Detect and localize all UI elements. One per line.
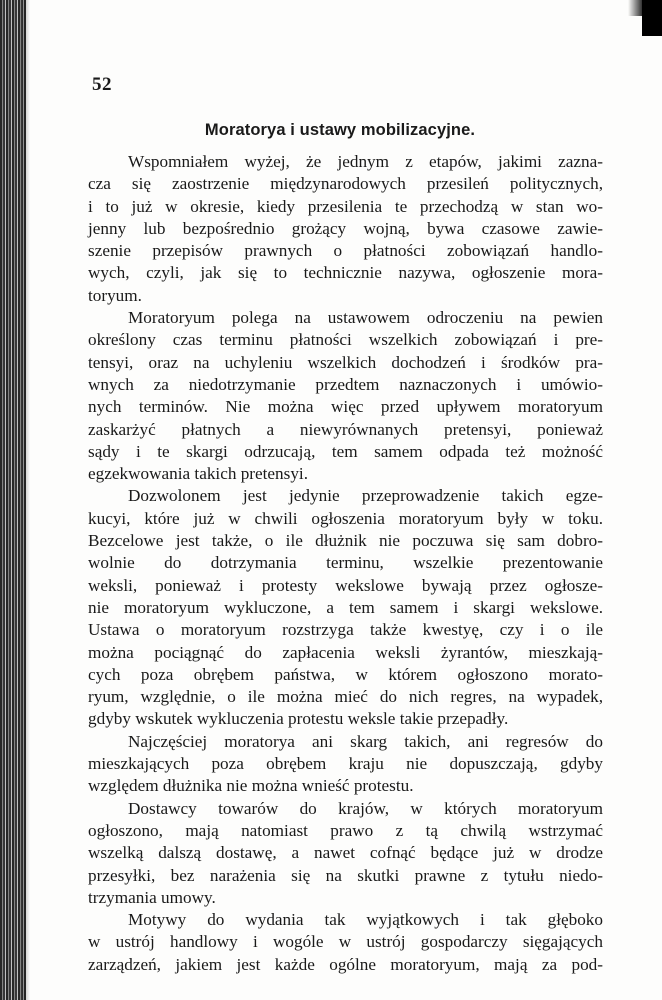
text-line: względem dłużnika nie można wnieść protestu.	[88, 776, 414, 796]
text-line: jenny lub bezpośrednio grożący wojną, bywa czasowe zawie-	[88, 218, 603, 238]
text-line: ogłoszono, mają natomiast prawo z tą chwilą wstrzymać	[88, 820, 603, 840]
text-line: w ustrój handlowy i wogóle w ustrój gospodarczy sięgających	[88, 932, 603, 952]
text-line: i to już w okresie, kiedy przesilenia te przechodzą w stan wo-	[88, 196, 603, 216]
text-line: Wspomniałem wyżej, że jednym z etapów, jakimi zazna-	[128, 152, 603, 171]
body-text	[88, 151, 603, 976]
text-line: Dozwolonem jest jedynie przeprowadzenie takich egze-	[128, 486, 603, 506]
text-line: gdyby wskutek wykluczenia protestu weksle takie przepadły.	[88, 709, 509, 729]
text-line: kucyi, które już w chwili ogłoszenia moratoryum były w toku.	[88, 508, 603, 528]
text-line: można pociągnąć do zapłacenia weksli żyrantów, mieszkają-	[88, 642, 603, 662]
text-line: toryum.	[88, 285, 142, 305]
text-line: trzymania umowy.	[88, 887, 216, 907]
text-line: nych terminów. Nie można więc przed upływem moratoryum	[88, 397, 603, 417]
text-line: sądy i te skargi odrzucają, tem samem odpada też możność	[88, 441, 603, 461]
text-line: wnych za niedotrzymanie przedtem naznaczonych i umówio-	[88, 374, 603, 394]
text-line: szenie przepisów prawnych o płatności zobowiązań handlo-	[88, 241, 603, 261]
text-line: mieszkających poza obrębem kraju nie dopuszczają, gdyby	[88, 754, 603, 774]
text-line: przesyłki, bez narażenia się na skutki prawne z tytułu niedo-	[88, 865, 603, 885]
paragraph-2	[88, 307, 603, 485]
text-line: weksli, ponieważ i protesty wekslowe bywają przez ogłosze-	[88, 575, 603, 595]
text-line: Ustawa o moratoryum rozstrzyga także kwestyę, czy i o ile	[88, 620, 603, 640]
text-line: wolnie do dotrzymania terminu, wszelkie prezentowanie	[88, 553, 603, 573]
text-line: Moratoryum polega na ustawowem odroczeniu na pewien	[128, 308, 603, 328]
text-line: wszelką dalszą dostawę, a nawet cofnąć będące już w drodze	[88, 843, 603, 863]
text-line: Najczęściej moratorya ani skarg takich, ani regresów do	[128, 731, 603, 751]
text-line: cza się zaostrzenie międzynarodowych przesileń politycznych,	[88, 174, 603, 194]
text-line: Dostawcy towarów do krajów, w których moratoryum	[128, 798, 603, 818]
text-line: Motywy do wydania tak wyjątkowych i tak głęboko	[128, 910, 603, 930]
text-line: ryum, względnie, o ile można mieć do nich regres, na wypadek,	[88, 687, 603, 707]
text-line: wych, czyli, jak się to technicznie nazywa, ogłoszenie mora-	[88, 263, 603, 283]
text-line: cych poza obrębem państwa, w którem ogłoszono morato-	[88, 664, 603, 684]
page-number: 52	[92, 74, 112, 95]
text-line: Bezcelowe jest także, o ile dłużnik nie poczuwa się sam dobro-	[88, 531, 603, 551]
paragraph-3	[88, 485, 603, 730]
scan-corner	[642, 0, 662, 36]
paragraph-5	[88, 798, 603, 909]
text-line: tensyi, oraz na uchyleniu wszelkich dochodzeń i środków pra-	[88, 352, 603, 372]
text-line: egzekwowania takich pretensyi.	[88, 464, 309, 484]
text-line: określony czas terminu płatności wszelkich zobowiązań i pre-	[88, 330, 603, 350]
chapter-heading: Moratorya i ustawy mobilizacyjne.	[204, 121, 476, 139]
text-line: zaskarżyć płatnych a niewyrównanych pretensyi, ponieważ	[88, 419, 603, 439]
paragraph-1	[88, 151, 603, 307]
paragraph-4	[88, 731, 603, 798]
text-line: zarządzeń, jakiem jest każde ogólne moratoryum, mają za pod-	[88, 954, 603, 974]
paragraph-6	[88, 909, 603, 976]
binding-edge	[0, 0, 26, 1000]
text-line: nie moratoryum wykluczone, a tem samem i skargi wekslowe.	[88, 597, 603, 617]
